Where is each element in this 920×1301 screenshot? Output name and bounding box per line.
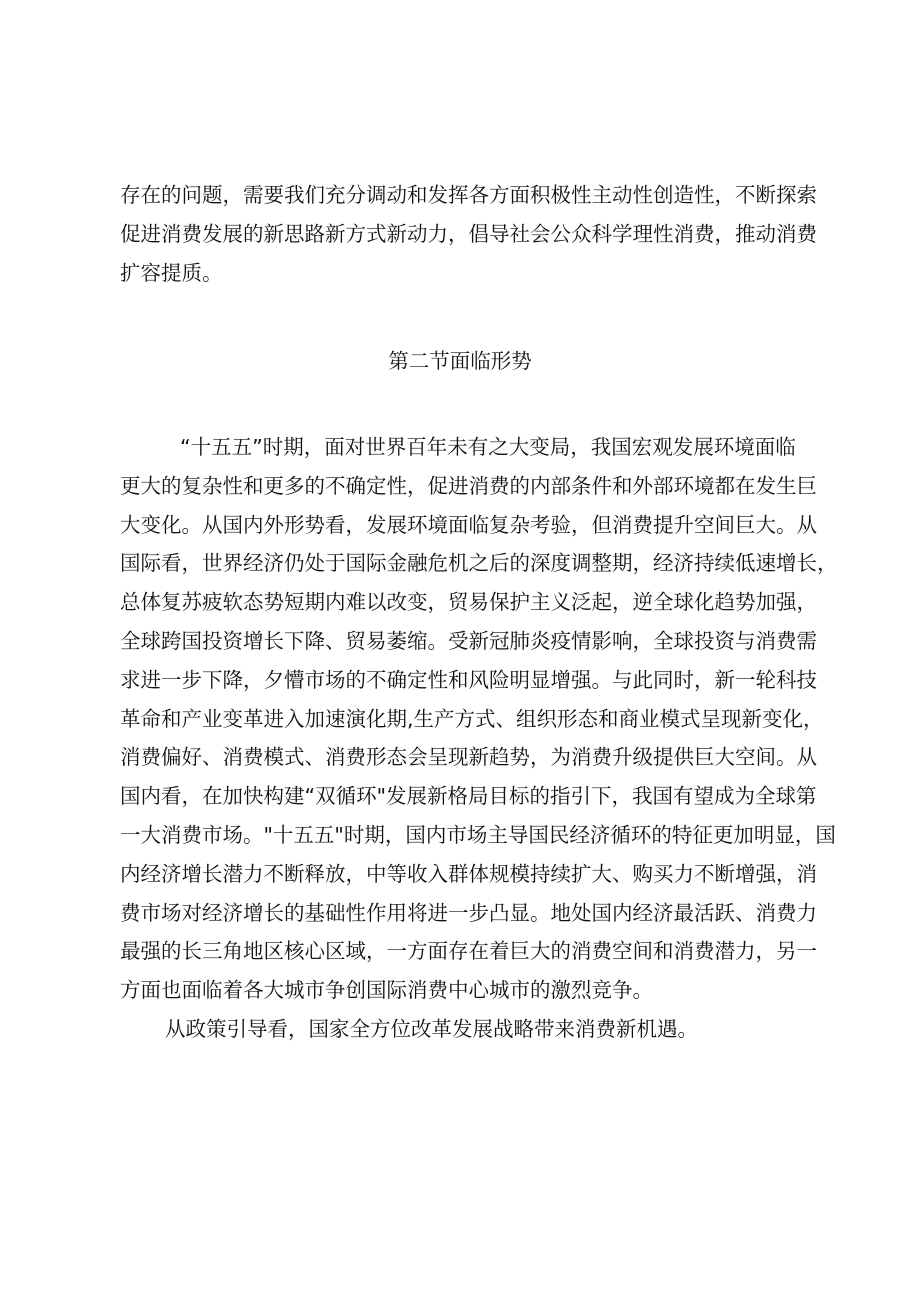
text-line: 一大消费市场。"十五五"时期，国内市场主导国民经济循环的特征更加明显，国 <box>120 822 836 847</box>
text-line: 求进一步下降，夕懵市场的不确定性和风险明显增强。与此同时，新一轮科技 <box>120 667 817 692</box>
text-line: 国内看，在加快构建“双循环"发展新格局目标的指引下，我国有望成为全球第 <box>120 784 817 809</box>
text-line: 国际看，世界经济仍处于国际金融危机之后的深度调整期，经济持续低速增长， <box>120 551 838 576</box>
text-line: 革命和产业变革进入加速演化期,生产方式、组织形态和商业模式呈现新变化， <box>120 706 824 731</box>
text-line: 消费偏好、消费模式、消费形态会呈现新趋势，为消费升级提供巨大空间。从 <box>120 745 817 770</box>
text-line: 最强的长三角地区核心区域，一方面存在着巨大的消费空间和消费潜力，另一 <box>120 939 817 964</box>
text-line: 更大的复杂性和更多的不确定性，促进消费的内部条件和外部环境都在发生巨 <box>120 473 817 498</box>
text-line: 促进消费发展的新思路新方式新动力，倡导社会公众科学理性消费，推动消费 <box>120 221 817 246</box>
text-line: 总体复苏疲软态势短期内难以改变，贸易保护主义泛起，逆全球化趋势加强， <box>120 590 817 615</box>
text-line: 存在的问题，需要我们充分调动和发挥各方面积极性主动性创造性，不断探索 <box>120 183 817 207</box>
text-line: 内经济增长潜力不断释放，中等收入群体规模持续扩大、购买力不断增强，消 <box>120 861 817 886</box>
text-line: 扩容提质。 <box>120 260 223 285</box>
continuation-paragraph <box>120 176 820 292</box>
text-line: 方面也面临着各大城市争创国际消费中心城市的激烈竞争。 <box>120 978 653 1003</box>
text-line: “十五五”时期，面对世界百年未有之大变局，我国宏观发展环境面临 <box>180 435 796 459</box>
text-line: 费市场对经济增长的基础性作用将进一步凸显。地处国内经济最活跃、消费力 <box>120 900 817 925</box>
text-line: 从政策引导看，国家全方位改革发展战略带来消费新机遇。 <box>165 1016 698 1041</box>
situation-paragraph <box>120 428 838 1049</box>
text-line: 全球跨国投资增长下降、贸易萎缩。受新冠肺炎疫情影响，全球投资与消费需 <box>120 628 817 653</box>
section-heading: 第二节面临形势 <box>388 349 532 373</box>
text-line: 大变化。从国内外形势看，发展环境面临复杂考验，但消费提升空间巨大。从 <box>120 512 817 537</box>
